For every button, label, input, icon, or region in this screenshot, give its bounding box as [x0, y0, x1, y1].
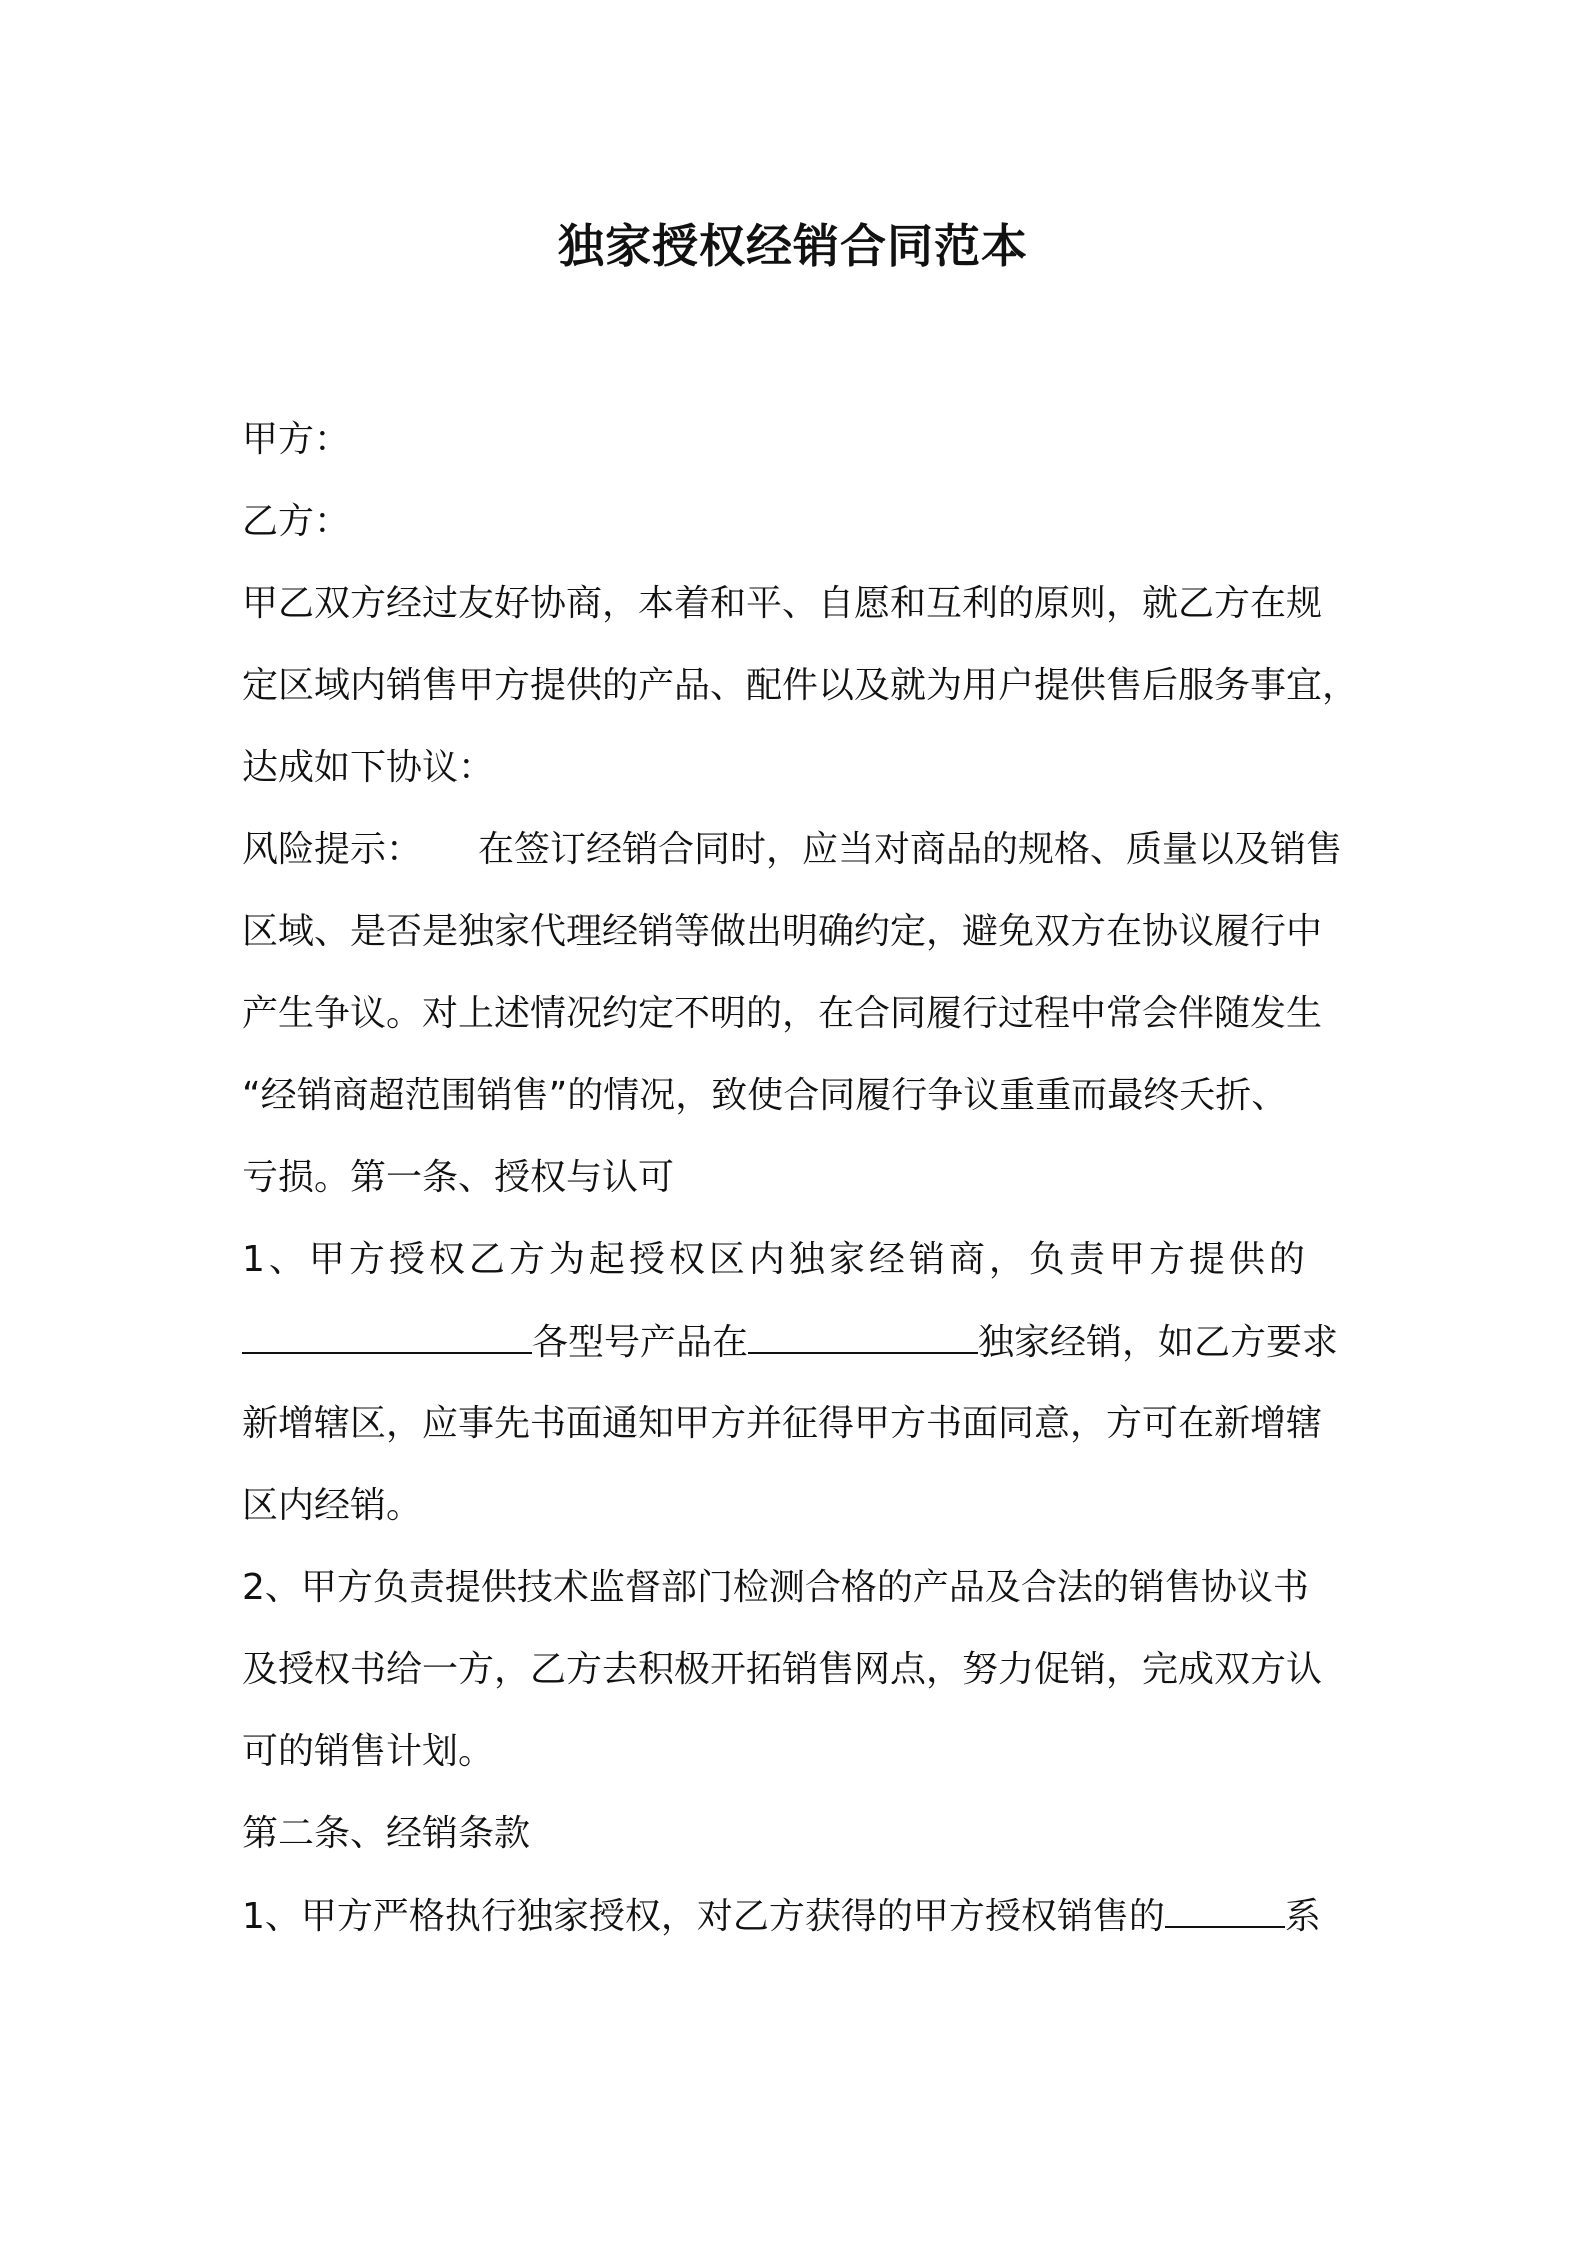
clause-1-line-1: 1、甲方授权乙方为起授权区内独家经销商，负责甲方提供的	[242, 1239, 1309, 1280]
blank-field-region	[748, 1312, 978, 1354]
clause-2-line-2: 及授权书给一方，乙方去积极开拓销售网点，努力促销，完成双方认	[242, 1649, 1323, 1690]
clause-1-line-4: 区内经销。	[242, 1485, 423, 1526]
intro-line-3: 达成如下协议：	[242, 747, 495, 788]
risk-line-4: “经销商超范围销售”的情况，致使合同履行争议重重而最终夭折、	[242, 1075, 1288, 1116]
article-2-clause-1-text: 1、甲方严格执行独家授权，对乙方获得的甲方授权销售的	[242, 1896, 1165, 1937]
risk-line-2: 区域、是否是独家代理经销等做出明确约定，避免双方在协议履行中	[242, 911, 1323, 952]
intro-line-2: 定区域内销售甲方提供的产品、配件以及就为用户提供售后服务事宜，	[242, 665, 1359, 706]
clause-2-line-1: 2、甲方负责提供技术监督部门检测合格的产品及合法的销售协议书	[242, 1567, 1309, 1608]
risk-text: 在签订经销合同时，应当对商品的规格、质量以及销售	[478, 829, 1343, 870]
article-2-title: 第二条、经销条款	[242, 1813, 531, 1854]
clause-1-mid-1: 各型号产品在	[532, 1322, 749, 1363]
clause-2-line-3: 可的销售计划。	[242, 1731, 495, 1772]
clause-1-line-3: 新增辖区，应事先书面通知甲方并征得甲方书面同意，方可在新增辖	[242, 1403, 1323, 1444]
blank-field-series	[1165, 1886, 1285, 1928]
risk-line-1	[242, 820, 1362, 880]
blank-field-products	[242, 1312, 532, 1354]
party-b-label: 乙方：	[242, 501, 351, 542]
article-2-clause-1	[242, 1886, 1362, 1947]
clause-1-mid-2: 独家经销，如乙方要求	[978, 1322, 1339, 1363]
risk-line-3: 产生争议。对上述情况约定不明的，在合同履行过程中常会伴随发生	[242, 993, 1323, 1034]
risk-label: 风险提示：	[242, 829, 423, 870]
document-title: 独家授权经销合同范本	[558, 219, 1028, 273]
party-a-label: 甲方：	[242, 419, 351, 460]
clause-1-line-2	[242, 1312, 1362, 1373]
article-1-heading-line: 亏损。第一条、授权与认可	[242, 1157, 675, 1198]
intro-line-1	[242, 574, 1362, 634]
intro-text: 甲乙双方经过友好协商，本着和平、自愿和互利的原则，就乙方在规	[242, 583, 1323, 624]
article-2-clause-1-end: 系	[1284, 1896, 1321, 1937]
